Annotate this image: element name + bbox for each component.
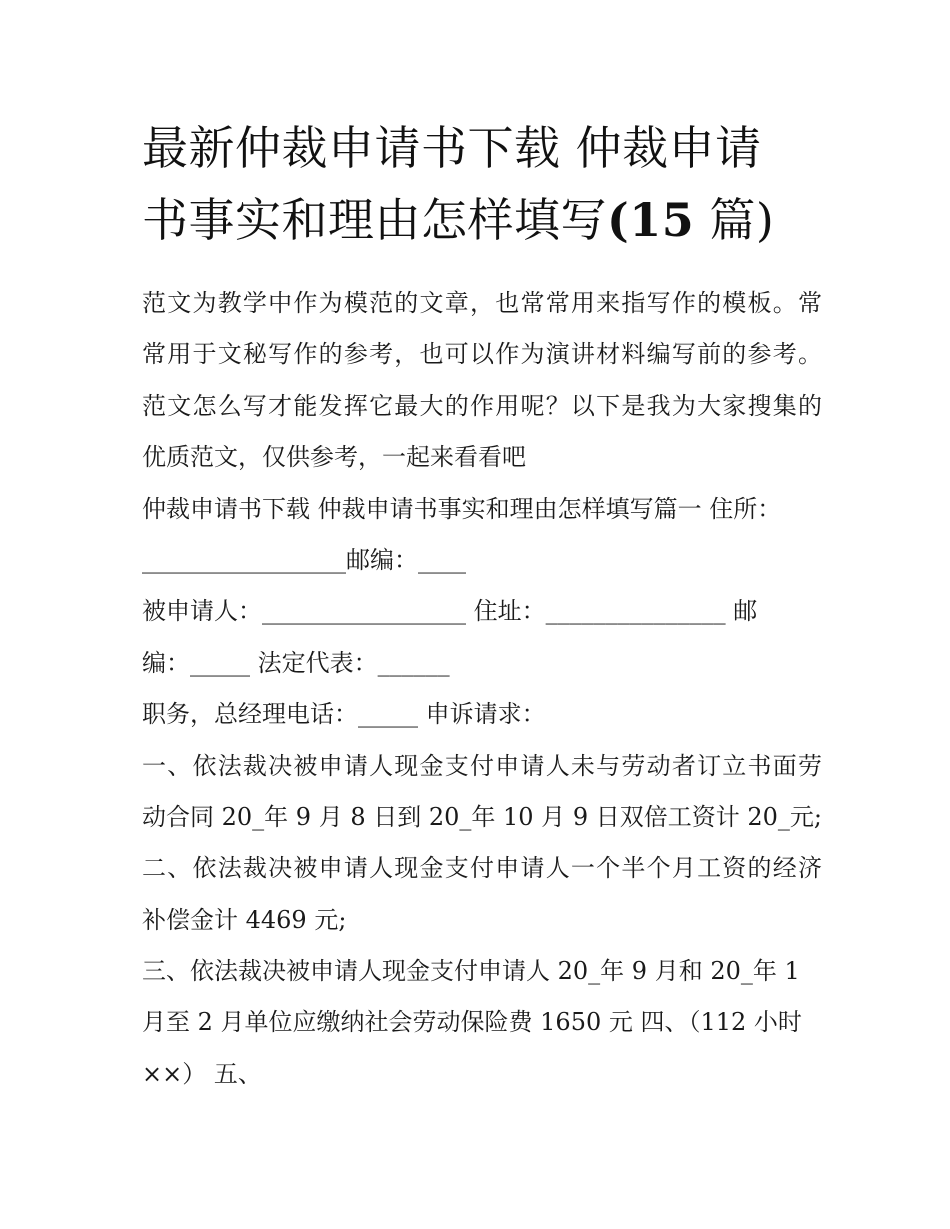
text-line: 二、依法裁决被申请人现金支付申请人一个半个月工资的经济 (142, 854, 822, 883)
text-line: 范文为教学中作为模范的文章，也常常用来指写作的模板。常 (142, 289, 822, 317)
text-line: 优质范文，仅供参考，一起来看看吧 (142, 443, 526, 472)
title-line-1: 最新仲裁申请书下载 仲裁申请 (142, 121, 762, 175)
title-count-unit: 篇) (694, 193, 775, 247)
text-line: 职务，总经理电话：_____ 申诉请求： (142, 700, 546, 729)
text-line: 月至 2 月单位应缴纳社会劳动保险费 1650 元 四、（112 小时 (142, 1008, 802, 1037)
text-line: 编：_____ 法定代表：______ (142, 648, 450, 677)
text-line: 三、依法裁决被申请人现金支付申请人 20_年 9 月和 20_年 1 (142, 957, 800, 986)
text-line: 动合同 20_年 9 月 8 日到 20_年 10 月 9 日双倍工资计 20_元; (142, 802, 822, 831)
document-title (142, 112, 822, 256)
text-line: 常用于文秘写作的参考，也可以作为演讲材料编写前的参考。 (142, 340, 822, 369)
title-count: (15 (607, 193, 695, 247)
text-line: 仲裁申请书下载 仲裁申请书事实和理由怎样填写篇一 住所： (142, 494, 782, 523)
document-body (142, 278, 822, 1100)
text-line: 补偿金计 4469 元; (142, 905, 347, 934)
text-line: ××） 五、 (142, 1059, 262, 1088)
title-line-2: 书事实和理由怎样填写 (142, 193, 607, 247)
text-line: 一、依法裁决被申请人现金支付申请人未与劳动者订立书面劳 (142, 751, 822, 780)
text-line: _________________邮编：____ (142, 545, 466, 574)
text-line: 被申请人：_________________ 住址：_______________ 邮 (142, 597, 758, 626)
text-line: 范文怎么写才能发挥它最大的作用呢？以下是我为大家搜集的 (142, 391, 822, 420)
